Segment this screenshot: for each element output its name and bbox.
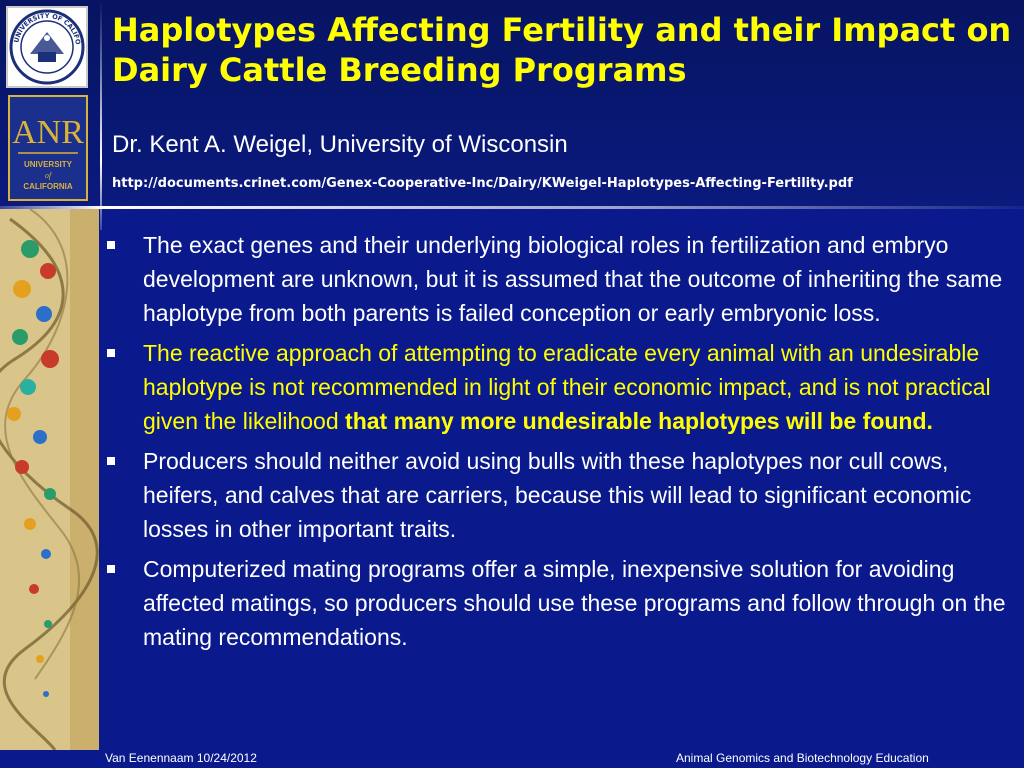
- bullet-marker-icon: [107, 349, 115, 357]
- bullet-list: [104, 228, 1009, 660]
- horizontal-divider: [0, 206, 1024, 209]
- slide-footer: [0, 748, 1024, 768]
- bullet-text: Computerized mating programs offer a simple, inexpensive solution for avoiding affected matings, so producers should use these programs and follow through on the mating recommendations.: [143, 556, 1006, 650]
- bullet-item: [104, 552, 1009, 654]
- bullet-item: [104, 444, 1009, 546]
- bullet-text: The exact genes and their underlying biological roles in fertilization and embryo development are unknown, but it is assumed that the outcome of inheriting the same haplotype from both parents is failed conception or early embryonic loss.: [143, 232, 1003, 326]
- bullet-bold-text: that many more undesirable haplotypes will be found.: [345, 408, 933, 434]
- svg-text:ANR: ANR: [12, 114, 84, 151]
- footer-left: Van Eenennaam 10/24/2012: [105, 751, 257, 765]
- svg-text:UNIVERSITY: UNIVERSITY: [23, 160, 73, 169]
- bullet-item: [104, 228, 1009, 330]
- anr-logo: [8, 95, 88, 201]
- anr-logo-icon: [10, 97, 86, 199]
- svg-text:CALIFORNIA: CALIFORNIA: [23, 182, 73, 191]
- svg-text:UNIVERSITY OF CALIFORNIA: UNIVERSITY OF CALIFO: [12, 11, 82, 46]
- dna-helix-image: [0, 209, 99, 750]
- bullet-text: Producers should neither avoid using bulls with these haplotypes nor cull cows, heifers, and calves that are carriers, because this will lead to significant economic losses in other important traits.: [143, 448, 972, 542]
- vertical-divider: [100, 0, 102, 230]
- source-url: http://documents.crinet.com/Genex-Cooperative-Inc/Dairy/KWeigel-Haplotypes-Affecting-Fertility.pdf: [112, 176, 853, 191]
- bullet-marker-icon: [107, 565, 115, 573]
- footer-right: Animal Genomics and Biotechnology Education: [676, 751, 929, 765]
- slide-title: Haplotypes Affecting Fertility and their Impact on Dairy Cattle Breeding Programs: [112, 11, 1012, 89]
- uc-seal-logo: [6, 6, 88, 88]
- seal-icon: [8, 8, 86, 86]
- bullet-text: The reactive approach of attempting to eradicate every animal with an undesirable haplotype is not recommended in light of their economic impact, and is not practical given the likelihood: [143, 340, 991, 434]
- bullet-marker-icon: [107, 241, 115, 249]
- bullet-item-highlighted: [104, 336, 1009, 438]
- bullet-marker-icon: [107, 457, 115, 465]
- dna-helix-icon: [0, 209, 99, 750]
- author-line: Dr. Kent A. Weigel, University of Wisconsin: [112, 131, 568, 158]
- svg-text:of: of: [44, 171, 52, 180]
